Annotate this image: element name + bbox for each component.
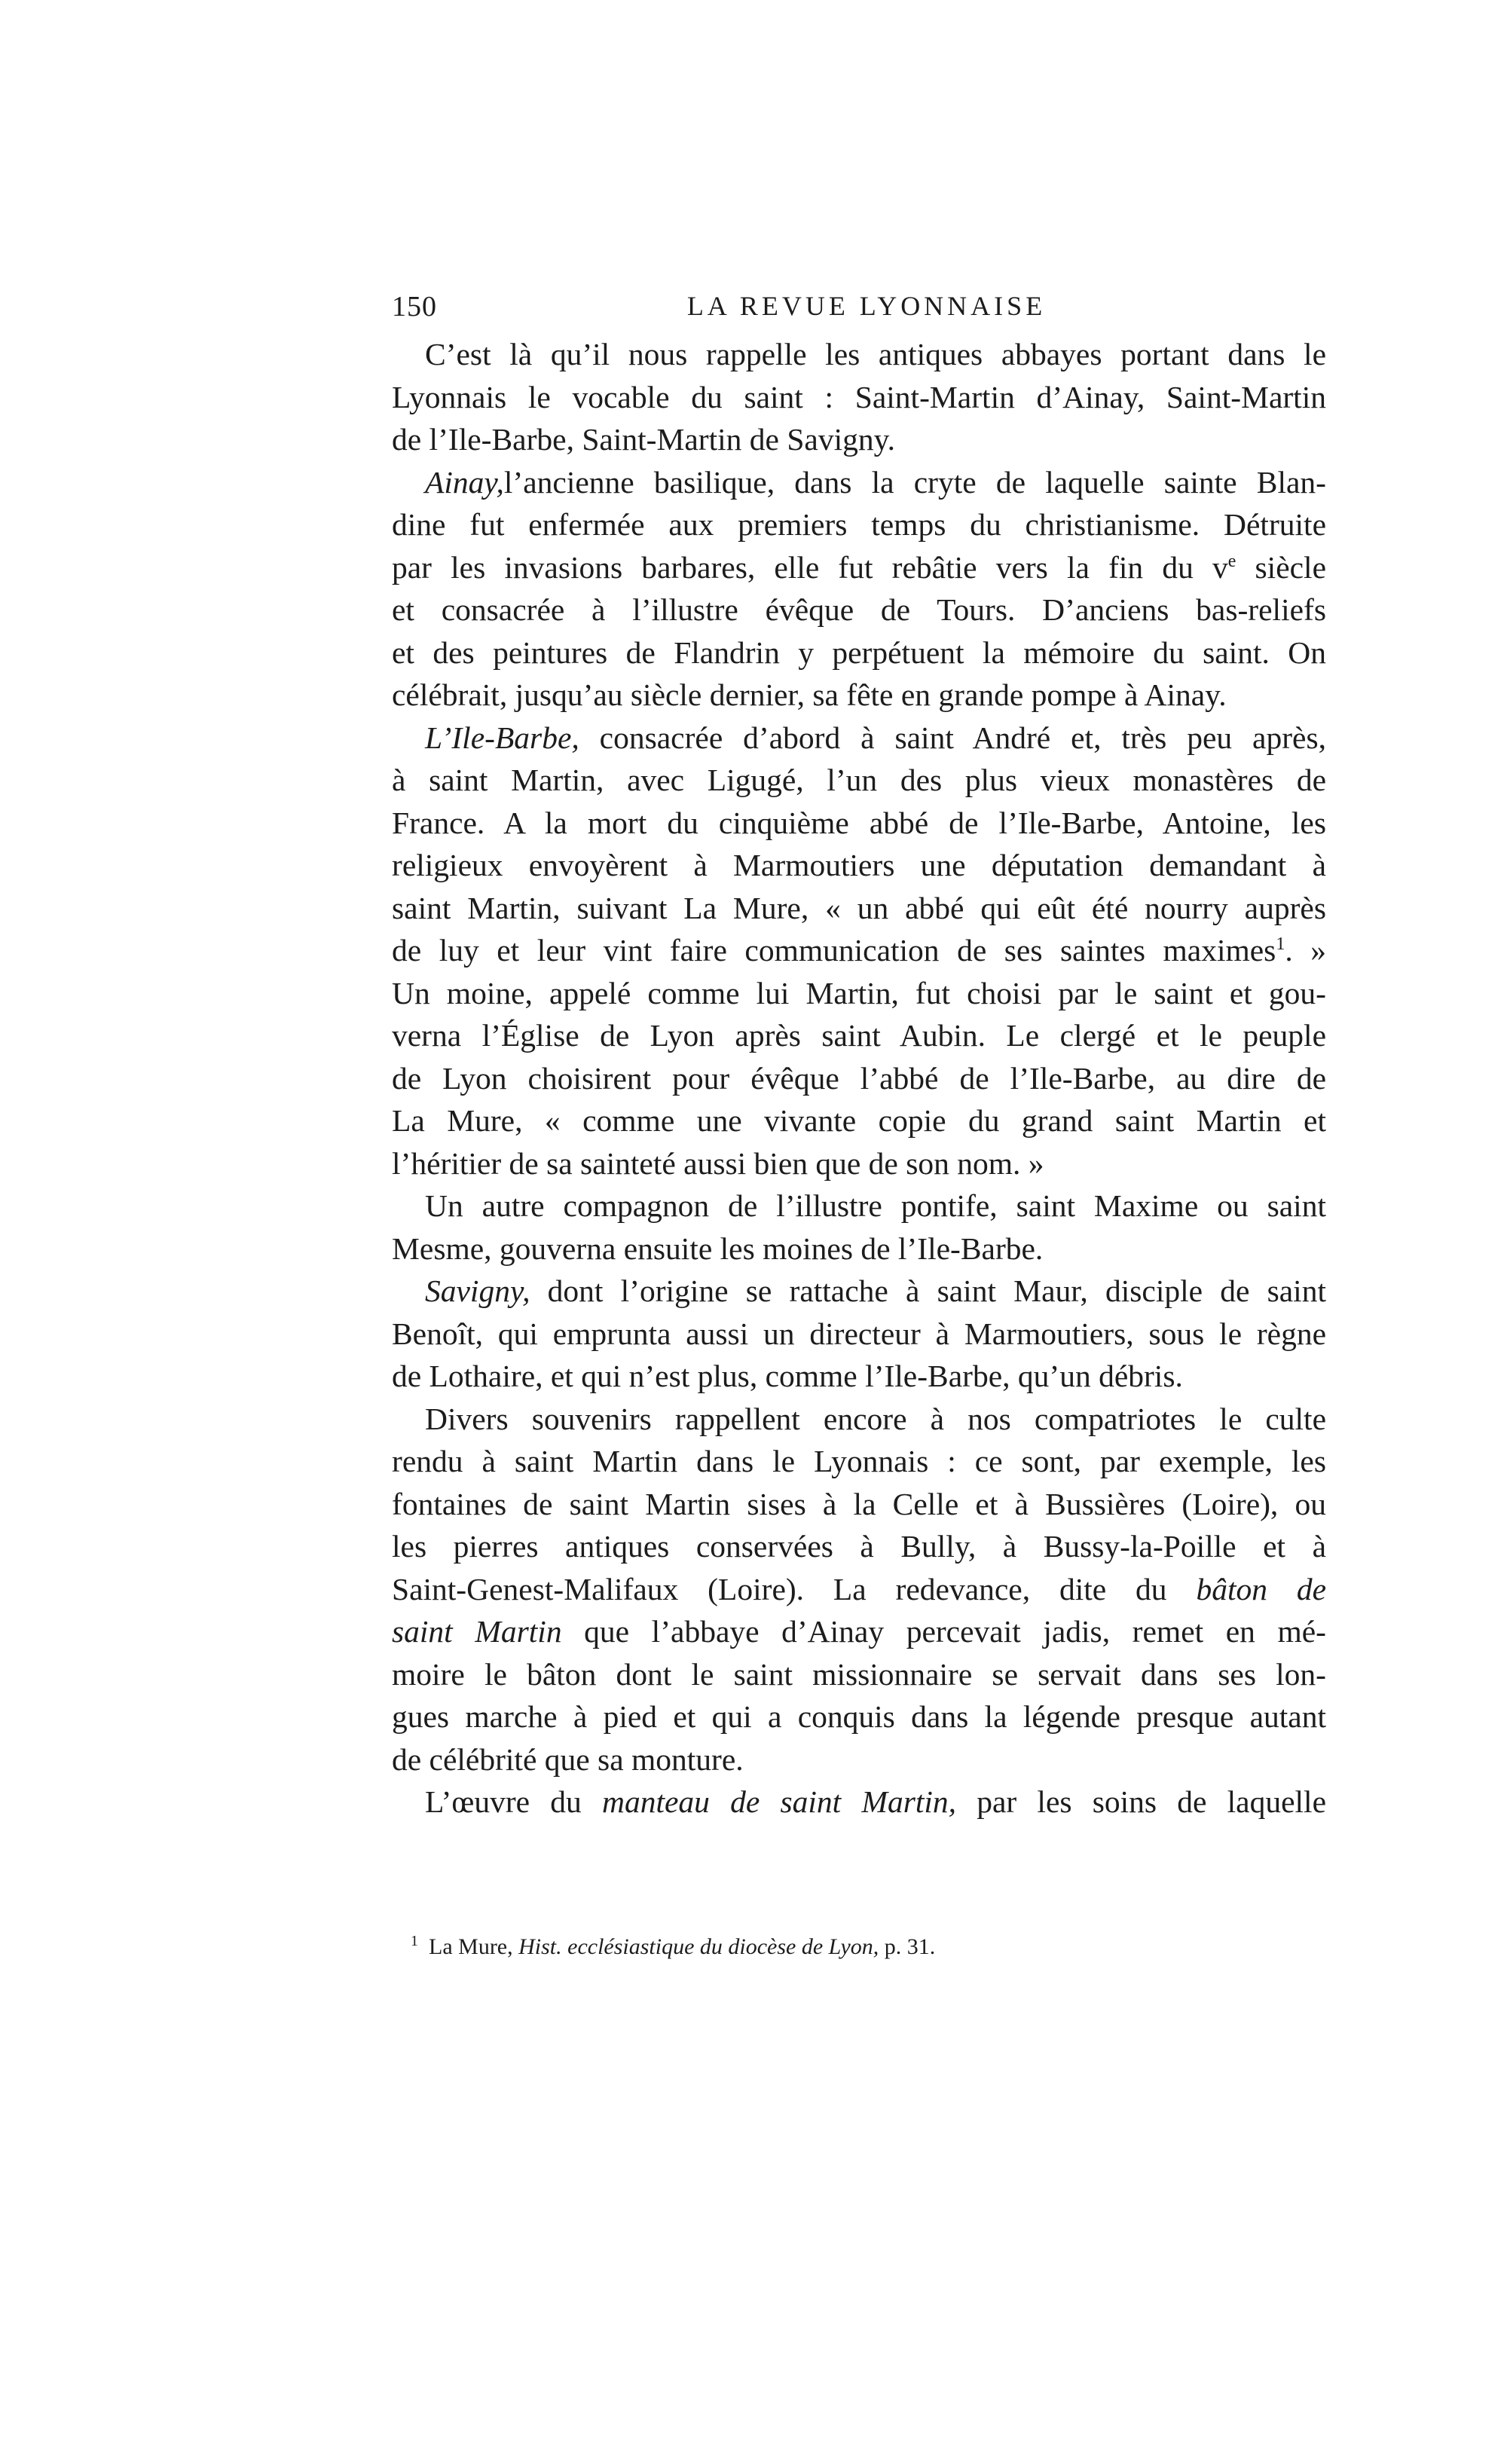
footnote-page: p. 31. (884, 1934, 936, 1959)
italic-term: manteau de saint Martin, (601, 1784, 957, 1819)
footnote-title: Hist. ecclésiastique du diocèse de Lyon, (518, 1934, 879, 1959)
text-line: de l’Ile-Barbe, Saint-Martin de Savigny. (392, 422, 896, 457)
text-line: célébrait, jusqu’au siècle dernier, sa fête en grande pompe à Ainay. (392, 677, 1227, 712)
italic-term: saint Martin (392, 1614, 562, 1649)
text-line: les pierres antiques conservées à Bully, à Bussy-la-Poille et à (392, 1529, 1326, 1564)
text-line: par les invasions barbares, elle fut rebâtie vers la fin du $v^e$ siècle (392, 549, 1326, 585)
text-line: C’est là qu’il nous rappelle les antiques abbayes portant dans le (425, 337, 1326, 371)
text-line: saint Martin que l’abbaye d’Ainay percevait jadis, remet en mé- (392, 1614, 1326, 1649)
text-line: religieux envoyèrent à Marmoutiers une députation demandant à (392, 848, 1326, 882)
text-line: de célébrité que sa monture. (392, 1741, 744, 1777)
text-line: L’œuvre du manteau de saint Martin, par les soins de laquelle (425, 1784, 1326, 1819)
paragraph (392, 717, 1326, 1185)
text-line: Benoît, qui emprunta aussi un directeur à Marmoutiers, sous le règne (392, 1316, 1326, 1351)
paragraph (392, 461, 1326, 717)
text-line: de Lothaire, et qui n’est plus, comme l’Ile-Barbe, qu’un débris. (392, 1359, 1183, 1393)
text-line: à saint Martin, avec Ligugé, l’un des plus vieux monastères de (392, 763, 1326, 797)
text-line: l’héritier de sa sainteté aussi bien que de son nom. » (392, 1145, 1044, 1181)
text-line: rendu à saint Martin dans le Lyonnais : ce sont, par exemple, les (392, 1444, 1326, 1478)
paragraph (392, 333, 1326, 461)
text-line: La Mure, « comme une vivante copie du grand saint Martin et (392, 1103, 1326, 1138)
text-line: et des peintures de Flandrin y perpétuent la mémoire du saint. On (392, 634, 1326, 670)
text-line: moire le bâton dont le saint missionnaire se servait dans ses lon- (392, 1656, 1326, 1692)
paragraph (392, 1398, 1326, 1781)
text-line: de luy et leur vint faire communication de ses saintes maximes$^1$. » (392, 933, 1326, 968)
footnote-author: La Mure, (429, 1934, 513, 1959)
text-line: dine fut enfermée aux premiers temps du christianisme. Détruite (392, 507, 1326, 542)
text-line: verna l’Église de Lyon après saint Aubin. Le clergé et le peuple (392, 1018, 1326, 1053)
text-line: Savigny, dont l’origine se rattache à saint Maur, disciple de saint (425, 1273, 1326, 1308)
paragraph (392, 1781, 1326, 1824)
text-line: France. A la mort du cinquième abbé de l’Ile-Barbe, Antoine, les (392, 805, 1326, 840)
paragraph (392, 1270, 1326, 1398)
italic-term: Savigny, (425, 1273, 530, 1308)
footnote-ref: 1 (1276, 934, 1285, 955)
text-line: et consacrée à l’illustre évêque de Tours. D’anciens bas-reliefs (392, 592, 1326, 627)
page-number: 150 (392, 291, 437, 323)
text-line: de Lyon choisirent pour évêque l’abbé de l’Ile-Barbe, au dire de (392, 1060, 1326, 1096)
text-line: Ainay,l’ancienne basilique, dans la cryte de laquelle sainte Blan- (425, 464, 1326, 500)
body-text (392, 333, 1326, 1824)
text-line: gues marche à pied et qui a conquis dans la légende presque autant (392, 1699, 1326, 1734)
text-line: Un autre compagnon de l’illustre pontife, saint Maxime ou saint (425, 1188, 1326, 1223)
paragraph (392, 1185, 1326, 1270)
footnote (411, 1926, 1315, 1962)
italic-term: Ainay, (425, 464, 504, 500)
text-line: Mesme, gouverna ensuite les moines de l’Ile-Barbe. (392, 1230, 1044, 1266)
text-line: Saint-Genest-Malifaux (Loire). La redevance, dite du bâton de (392, 1571, 1327, 1606)
text-line: Lyonnais le vocable du saint : Saint-Martin d’Ainay, Saint-Martin (392, 379, 1326, 414)
text-line: L’Ile-Barbe, consacrée d’abord à saint André et, très peu après, (425, 720, 1326, 755)
text-line: saint Martin, suivant La Mure, « un abbé qui eût été nourry auprès (392, 890, 1326, 925)
italic-term: L’Ile-Barbe, (425, 720, 579, 755)
text-line: fontaines de saint Martin sises à la Celle et à Bussières (Loire), ou (392, 1486, 1326, 1521)
italic-term: bâton de (1196, 1571, 1327, 1606)
footnote-number: 1 (411, 1933, 418, 1949)
running-head (392, 290, 1341, 335)
journal-title: LA REVUE LYONNAISE (686, 291, 1047, 321)
text-line: Divers souvenirs rappellent encore à nos compatriotes le culte (425, 1401, 1326, 1436)
text-line: Un moine, appelé comme lui Martin, fut choisi par le saint et gou- (392, 975, 1326, 1010)
